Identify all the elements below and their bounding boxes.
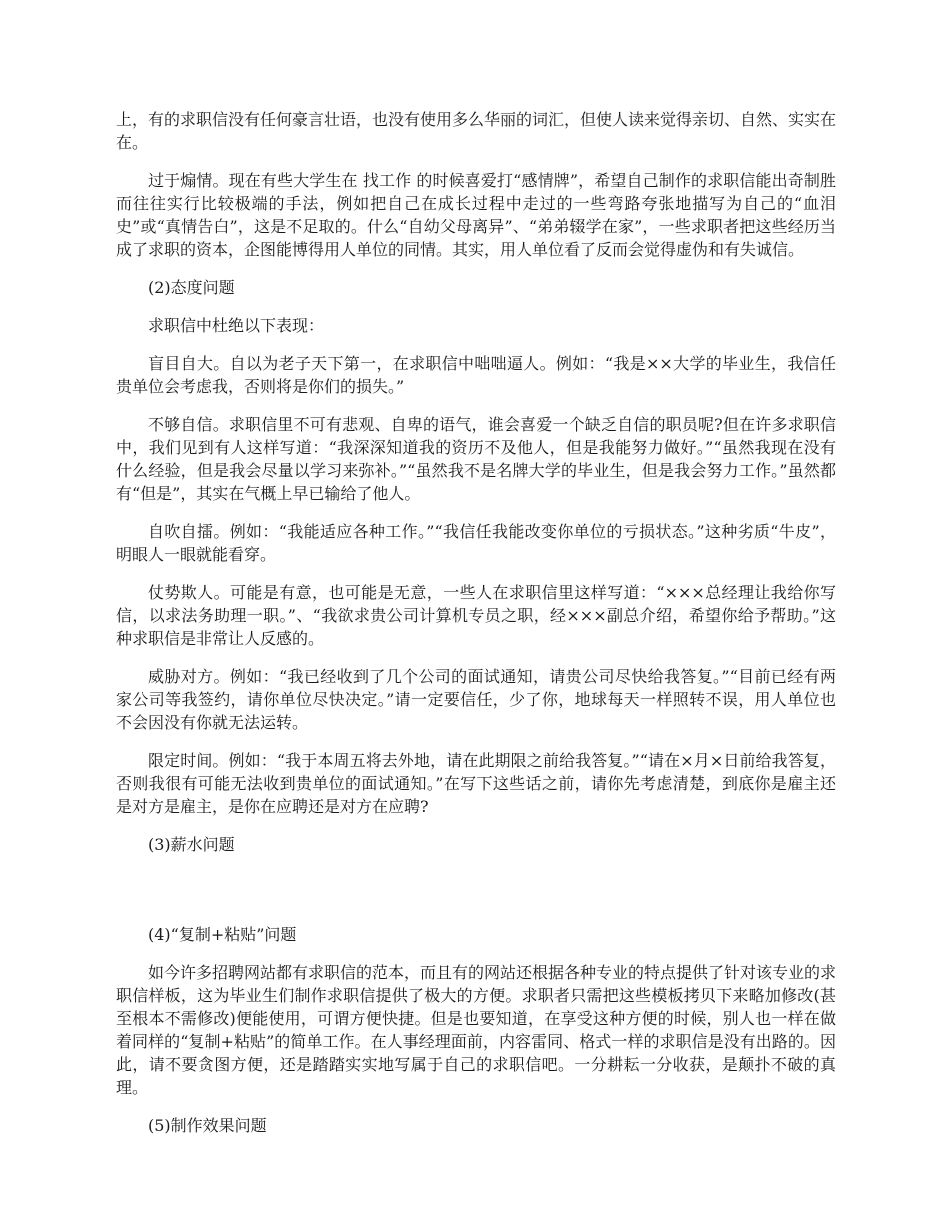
paragraph-name-dropping: 仗势欺人。可能是有意，也可能是无意，一些人在求职信里这样写道：“×××总经理让我给你写信，以求法务助理一职。”、“我欲求贵公司计算机专员之职，经×××副总介绍，希望你给予帮助。”这种求职信是非常让人反感的。 [116,583,836,648]
paragraph-intro: 求职信中杜绝以下表现： [148,316,325,335]
section-heading-salary: (3)薪水问题 [148,835,235,854]
paragraph-copy-paste: 如今许多招聘网站都有求职信的范本，而且有的网站还根据各种专业的特点提供了针对该专业的求职信样板，这为毕业生们制作求职信提供了极大的方便。求职者只需把这些模板拷贝下来略加修改(甚至根本不需修改)便能使用，可谓方便快捷。但是也要知道，在享受这种方便的时候，别人也一样在做着同样的“复制+粘贴”的简单工作。在人事经理面前，内容雷同、格式一样的求职信是没有出路的。因此，请不要贪图方便，还是踏踏实实地写属于自己的求职信吧。一分耕耘一分收获，是颠扑不破的真理。 [116,963,837,1097]
paragraph-arrogance: 盲目自大。自以为老子天下第一，在求职信中咄咄逼人。例如：“我是××大学的毕业生，我信任贵单位会考虑我，否则将是你们的损失。” [116,354,836,396]
blank-gap [116,871,836,923]
paragraph-continuation: 上，有的求职信没有任何豪言壮语，也没有使用多么华丽的词汇，但使人读来觉得亲切、自然、实实在在。 [116,110,837,152]
section-heading-production-effect: (5)制作效果问题 [148,1116,267,1135]
paragraph-threatening: 威胁对方。例如：“我已经收到了几个公司的面试通知，请贵公司尽快给我答复。”“目前已经有两家公司等我签约，请你单位尽快决定。”请一定要信任，少了你，地球每天一样照转不误，用人单位也不会因没有你就无法运转。 [116,667,836,732]
paragraph-lack-confidence: 不够自信。求职信里不可有悲观、自卑的语气，谁会喜爱一个缺乏自信的职员呢?但在许多求职信中，我们见到有人这样写道：“我深深知道我的资历不及他人，但是我能努力做好。”“虽然我现在没有什么经验，但是我会尽量以学习来弥补。”“虽然我不是名牌大学的毕业生，但是我会努力工作。”虽然都有“但是”，其实在气概上早已输给了他人。 [116,415,836,503]
paragraph-overly-emotional: 过于煽情。现在有些大学生在 找工作 的时候喜爱打“感情牌”，希望自己制作的求职信能出奇制胜而往往实行比较极端的手法，例如把自己在成长过程中走过的一些弯路夸张地描写为自己的“血泪史”或“真情告白”，这是不足取的。什么“自幼父母离异”、“弟弟辍学在家”，一些求职者把这些经历当成了求职的资本，企图能博得用人单位的同情。其实，用人单位看了反而会觉得虚伪和有失诚信。 [116,171,836,259]
document-body [116,108,836,1152]
paragraph-boasting: 自吹自擂。例如：“我能适应各种工作。”“我信任我能改变你单位的亏损状态。”这种劣质“牛皮”，明眼人一眼就能看穿。 [116,522,836,564]
section-heading-copy-paste: (4)“复制+粘贴”问题 [148,925,297,944]
section-heading-attitude: (2)态度问题 [148,278,235,297]
paragraph-time-limit: 限定时间。例如：“我于本周五将去外地，请在此期限之前给我答复。”“请在×月×日前给我答复，否则我很有可能无法收到贵单位的面试通知。”在写下这些话之前，请你先考虑清楚，到底你是雇主还是对方是雇主，是你在应聘还是对方在应聘? [116,751,836,816]
